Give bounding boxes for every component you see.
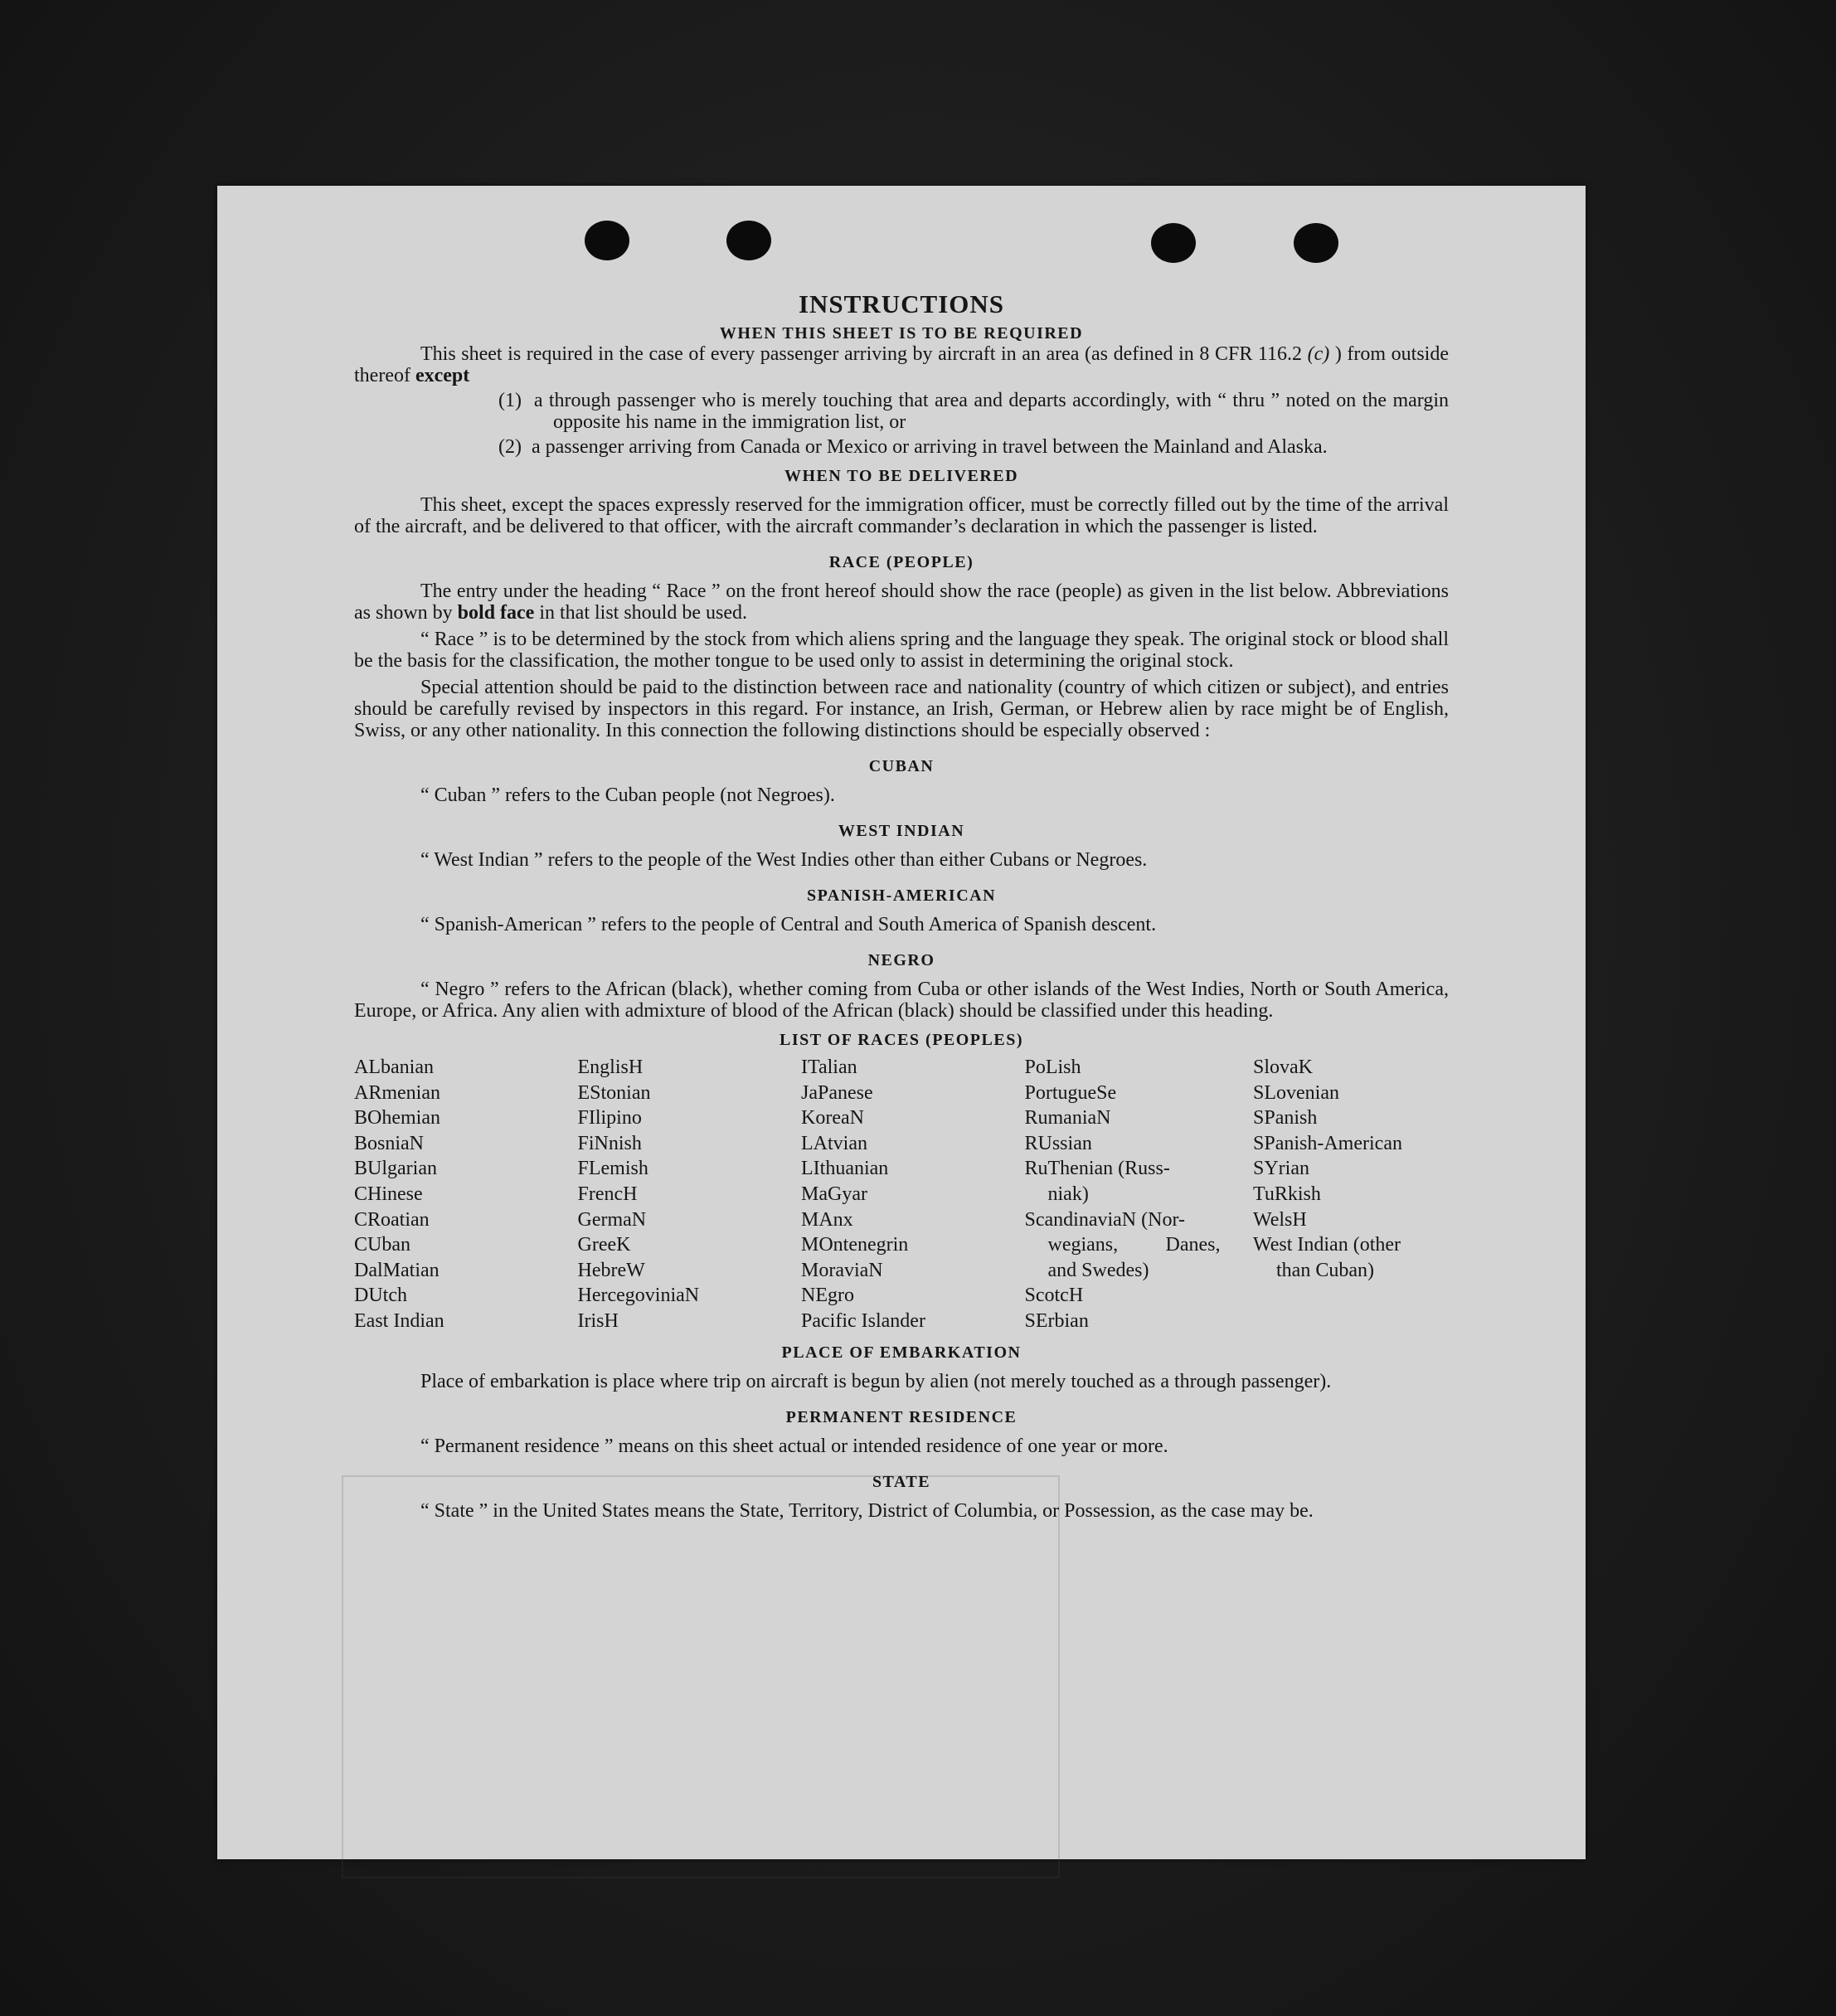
heading-cuban: CUBAN <box>868 757 935 775</box>
heading-when-required: WHEN THIS SHEET IS TO BE REQUIRED <box>719 324 1084 342</box>
race-entry: ARmenian <box>354 1081 440 1104</box>
race-entry: SYrian <box>1253 1158 1309 1180</box>
bleed-through-box <box>342 1475 1060 1878</box>
race-entry: FIlipino <box>577 1107 642 1129</box>
race-entry: than Cuban) <box>1276 1259 1374 1281</box>
races-column-1 <box>354 1055 545 1334</box>
race-entry: and Swedes) <box>1047 1259 1149 1281</box>
races-column-3 <box>801 1055 992 1334</box>
heading-permanent-residence: PERMANENT RESIDENCE <box>785 1407 1018 1426</box>
race-entry: PoLish <box>1024 1057 1081 1078</box>
document-sheet <box>217 186 1586 1859</box>
negro-paragraph: “ Negro ” refers to the African (black), whether coming from Cuba or other islands of the West Indies, North or South America, Europe, or Africa. Any alien with admixture of blood of the African (black) should be classified under this heading. <box>354 979 1449 1022</box>
heading-west-indian: WEST INDIAN <box>838 822 965 840</box>
race-entry: KoreaN <box>801 1107 864 1129</box>
heading-list-of-races: LIST OF RACES (PEOPLES) <box>779 1031 1023 1049</box>
race-entry: NEgro <box>801 1285 854 1307</box>
state-paragraph: “ State ” in the United States means the State, Territory, District of Columbia, or Possession, as the case may be. <box>420 1499 1314 1522</box>
race-entry: West Indian (other <box>1253 1234 1401 1256</box>
race-entry: niak) <box>1047 1183 1089 1205</box>
race-entry: FrencH <box>577 1183 638 1205</box>
race-entry: BOhemian <box>354 1107 440 1129</box>
race-entry: HebreW <box>577 1259 645 1281</box>
race-entry: LIthuanian <box>801 1158 889 1180</box>
heading-negro: NEGRO <box>867 951 935 969</box>
race-entry: GermaN <box>577 1208 647 1231</box>
race-entry: MoraviaN <box>801 1259 883 1281</box>
punch-hole <box>1294 223 1338 263</box>
embarkation-paragraph: Place of embarkation is place where trip on aircraft is begun by alien (not merely touched as a through passenger). <box>420 1370 1332 1392</box>
races-column-5 <box>1253 1055 1449 1334</box>
punch-hole <box>585 221 629 260</box>
race-entry: SPanish <box>1253 1107 1318 1129</box>
race-entry: SPanish-American <box>1253 1132 1402 1154</box>
race-entry: TuRkish <box>1253 1183 1321 1205</box>
heading-embarkation: PLACE OF EMBARKATION <box>781 1343 1022 1362</box>
race-entry: GreeK <box>577 1234 631 1256</box>
race-entry: MOntenegrin <box>801 1234 909 1256</box>
heading-spanish-american: SPANISH-AMERICAN <box>806 887 997 905</box>
heading-race: RACE (PEOPLE) <box>828 553 974 571</box>
race-entry: IrisH <box>577 1309 619 1332</box>
race-entry: JaPanese <box>801 1081 873 1104</box>
race-entry: FiNnish <box>577 1132 642 1154</box>
race-entry: Pacific Islander <box>801 1309 925 1332</box>
race-entry: SlovaK <box>1253 1057 1313 1078</box>
punch-hole <box>726 221 771 260</box>
race-entry: ALbanian <box>354 1057 434 1078</box>
races-column-2 <box>578 1055 769 1334</box>
race-entry: FLemish <box>577 1158 648 1180</box>
race-entry: LAtvian <box>801 1132 867 1154</box>
race-entry: CRoatian <box>354 1208 430 1231</box>
race-entry: ScotcH <box>1024 1285 1084 1307</box>
exception-item-1: (1) a through passenger who is merely touching that area and departs accordingly, with “ thru ” noted on the margin opposite his name in the immigration list, or <box>498 390 1450 433</box>
race-entry: ScandinaviaN (Nor- <box>1024 1208 1185 1231</box>
punch-hole <box>1151 223 1196 263</box>
race-entry: MaGyar <box>801 1183 867 1205</box>
race-entry: MAnx <box>801 1208 853 1231</box>
race-entry: CUban <box>354 1234 410 1256</box>
instructions-body <box>354 289 1449 1522</box>
race-paragraph-1: The entry under the heading “ Race ” on the front hereof should show the race (people) as given in the list below. Abbreviations as shown by bold face in that list should be used. <box>354 581 1449 624</box>
race-entry: BosniaN <box>354 1132 424 1154</box>
residence-paragraph: “ Permanent residence ” means on this sheet actual or intended residence of one year or more. <box>420 1435 1168 1457</box>
race-entry: DUtch <box>354 1285 407 1307</box>
race-entry: PortugueSe <box>1024 1081 1117 1104</box>
page-title: INSTRUCTIONS <box>798 289 1004 318</box>
heading-when-delivered: WHEN TO BE DELIVERED <box>784 467 1019 485</box>
race-paragraph-3: Special attention should be paid to the distinction between race and nationality (country of which citizen or subject), and entries should be carefully revised by inspectors in this regard. For instance, an Irish, German, or Hebrew alien by race might be of English, Swiss, or any other nationality. In this connection the following distinctions should be especially observed : <box>354 677 1449 741</box>
races-column-4 <box>1025 1055 1221 1334</box>
required-paragraph: This sheet is required in the case of every passenger arriving by aircraft in an area (as defined in 8 CFR 116.2 (c) ) from outside thereof except <box>354 343 1449 386</box>
race-entry: RuThenian (Russ- <box>1024 1158 1170 1180</box>
race-entry: BUlgarian <box>354 1158 437 1180</box>
race-entry: ITalian <box>801 1057 857 1078</box>
race-entry: wegians, Danes, <box>1047 1234 1221 1256</box>
race-entry: DalMatian <box>354 1259 440 1281</box>
west-indian-paragraph: “ West Indian ” refers to the people of the West Indies other than either Cubans or Negroes. <box>420 849 1148 871</box>
race-entry: EnglisH <box>577 1057 644 1078</box>
race-entry: SErbian <box>1024 1309 1089 1332</box>
race-entry: RumaniaN <box>1024 1107 1111 1129</box>
exception-item-2: (2) a passenger arriving from Canada or Mexico or arriving in travel between the Mainland and Alaska. <box>498 436 1328 458</box>
race-entry: East Indian <box>354 1309 444 1332</box>
delivered-paragraph: This sheet, except the spaces expressly reserved for the immigration officer, must be correctly filled out by the time of the arrival of the aircraft, and be delivered to that officer, with the aircraft commander’s declaration in which the passenger is listed. <box>354 494 1449 537</box>
race-entry: EStonian <box>577 1081 651 1104</box>
race-paragraph-2: “ Race ” is to be determined by the stock from which aliens spring and the language they speak. The original stock or blood shall be the basis for the classification, the mother tongue to be used only to assist in determining the original stock. <box>354 629 1449 672</box>
race-entry: WelsH <box>1253 1208 1307 1231</box>
heading-state: STATE <box>872 1472 931 1491</box>
cuban-paragraph: “ Cuban ” refers to the Cuban people (not Negroes). <box>420 785 835 806</box>
races-list <box>354 1055 1449 1334</box>
race-entry: RUssian <box>1024 1132 1092 1154</box>
race-entry: SLovenian <box>1253 1081 1339 1104</box>
spanish-american-paragraph: “ Spanish-American ” refers to the people of Central and South America of Spanish descent. <box>420 914 1157 935</box>
race-entry: HercegoviniaN <box>577 1285 700 1307</box>
race-entry: CHinese <box>354 1183 423 1205</box>
